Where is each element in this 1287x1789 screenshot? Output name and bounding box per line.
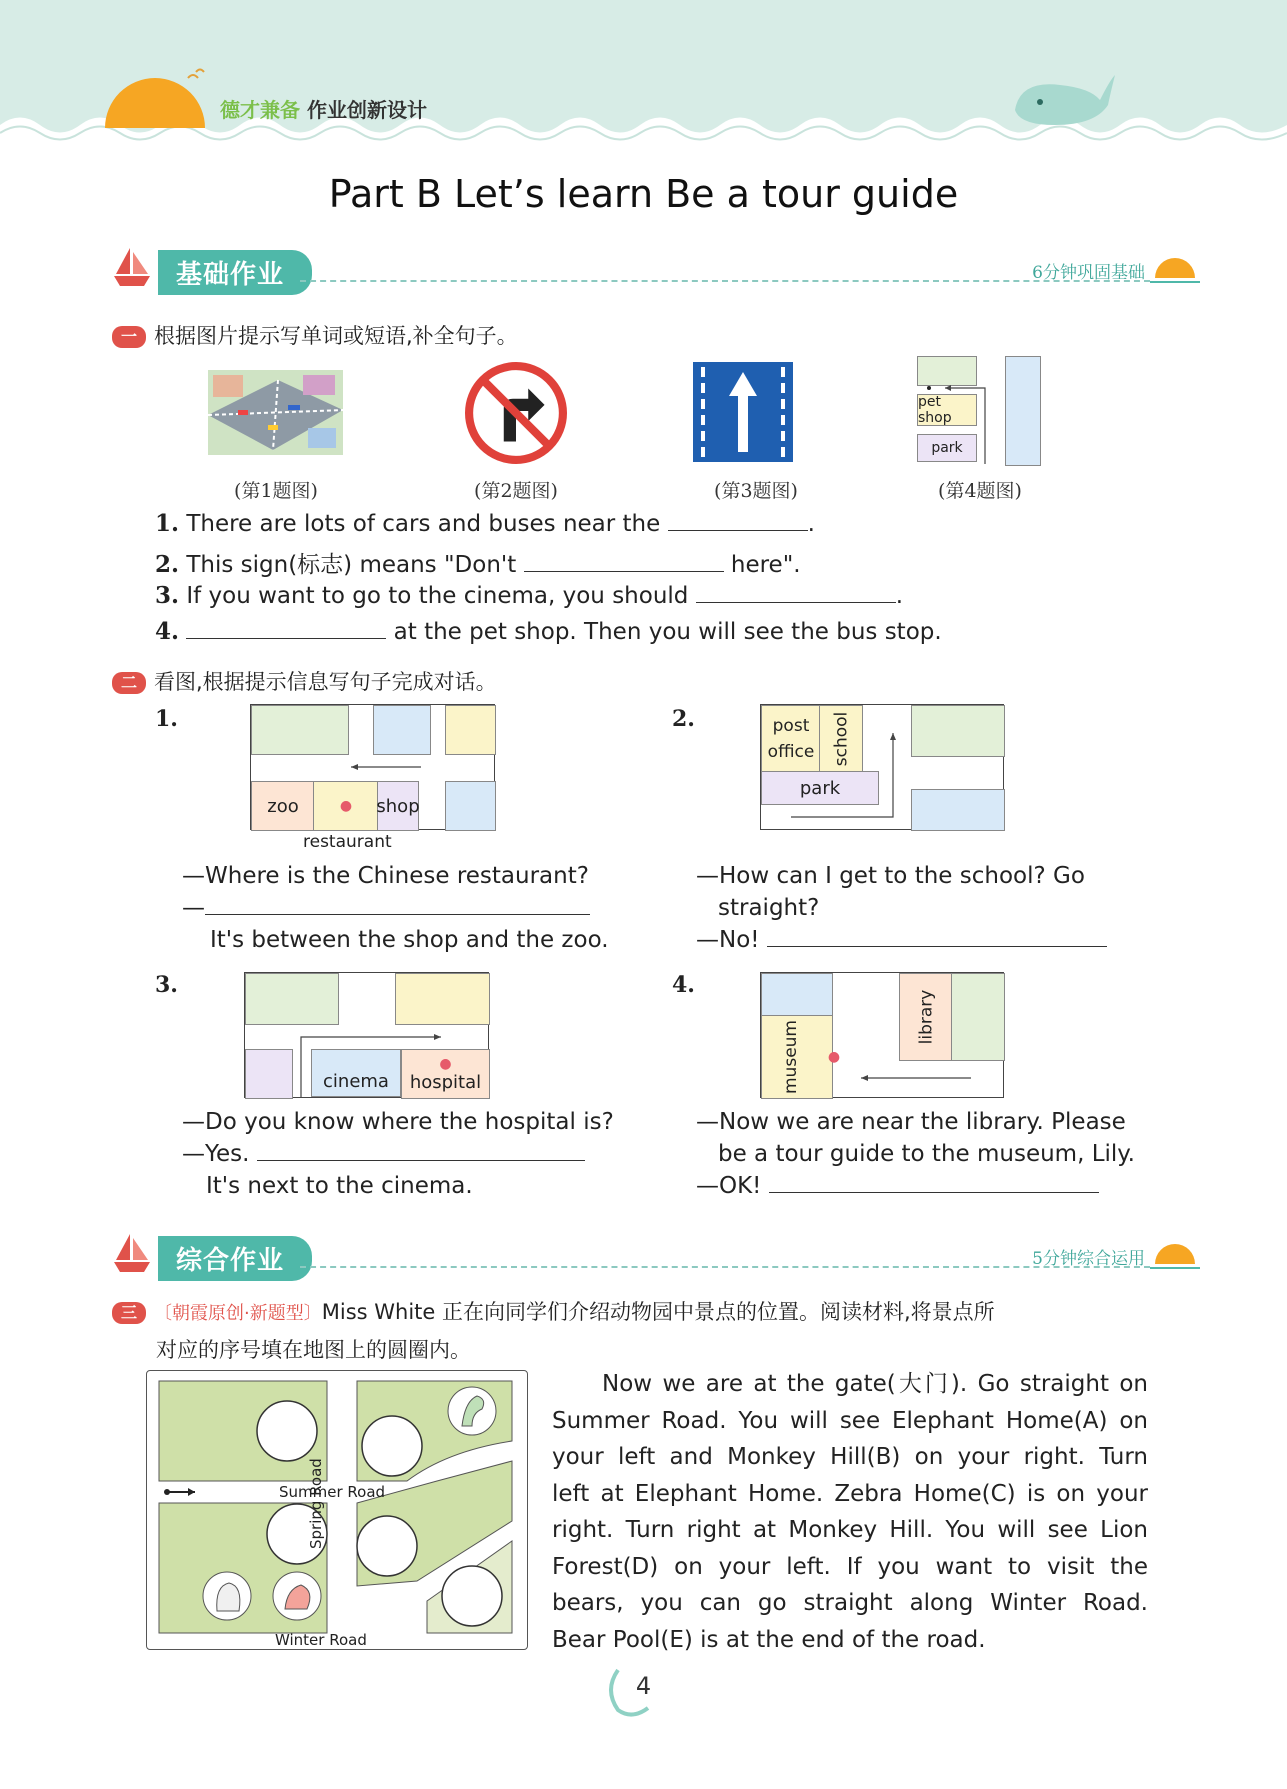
answer-blank[interactable] <box>696 582 896 603</box>
item-text: There are lots of cars and buses near the <box>186 511 668 537</box>
map-label-shop: shop <box>377 781 419 831</box>
map-label-cinema: cinema <box>311 1049 401 1097</box>
q1-instruction: 根据图片提示写单词或短语,补全句子。 <box>154 324 518 348</box>
item-text: at the pet shop. Then you will see the bus stop. <box>386 619 942 645</box>
map-label-post: post <box>772 716 810 736</box>
q3-badge: 三 <box>112 1302 146 1324</box>
item-number: 2. <box>155 551 180 578</box>
dialog-line: —Where is the Chinese restaurant? <box>182 863 589 889</box>
section-basic-bar <box>110 250 1210 290</box>
answer-blank[interactable] <box>524 551 724 572</box>
item-text: . <box>807 511 815 537</box>
passage-line: Forest(D) on your left. If you want to visit the <box>552 1553 1148 1580</box>
dialog-line: —Now we are near the library. Please <box>696 1109 1126 1135</box>
map-label-summer-road: Summer Road <box>279 1483 386 1501</box>
section-divider <box>300 280 1150 282</box>
map-label-zoo: zoo <box>251 781 315 831</box>
answer-blank[interactable] <box>767 926 1107 947</box>
dialog-line: —Do you know where the hospital is? <box>182 1109 614 1135</box>
map-label-museum: museum <box>780 1020 801 1094</box>
dialog-line: It's between the shop and the zoo. <box>210 927 609 953</box>
passage-line: right. Turn right at Monkey Hill. You will see Lion <box>552 1517 1148 1543</box>
item-text: If you want to go to the cinema, you should <box>186 583 696 609</box>
section-comprehensive-time: 5分钟综合运用 <box>1032 1249 1145 1269</box>
dialog-answer-line <box>182 892 609 924</box>
q2-dialog-3 <box>182 1106 614 1202</box>
go-straight-sign-icon <box>692 362 794 462</box>
q3-instruction-1: Miss White 正在向同学们介绍动物园中景点的位置。阅读材料,将景点所 <box>321 1300 995 1324</box>
item-text: This sign(标志) means "Don't <box>186 552 524 578</box>
q3-instruction-2: 对应的序号填在地图上的圆圈内。 <box>156 1338 471 1362</box>
caption-2: (第2题图) <box>474 480 558 502</box>
map-label-winter-road: Winter Road <box>275 1631 367 1649</box>
passage-line: your left and Monkey Hill(B) on your right. Turn <box>552 1444 1148 1470</box>
dialog-line: It's next to the cinema. <box>206 1173 473 1199</box>
location-pin-icon: ● <box>439 1055 452 1072</box>
dialog-line: —OK! <box>696 1173 762 1199</box>
q2-instruction: 看图,根据提示信息写句子完成对话。 <box>154 670 497 694</box>
whale-icon <box>1010 70 1120 130</box>
q1-item-1 <box>155 510 815 537</box>
dialog-line: —How can I get to the school? Go <box>696 863 1085 889</box>
q2-item-4-number: 4. <box>672 972 695 998</box>
map-label-spring-road: Spring Road <box>307 1458 325 1549</box>
map-label-school: school <box>831 711 852 767</box>
q3-tag: 〔朝霞原创·新题型〕 <box>154 1303 322 1324</box>
q2-dialog-4 <box>696 1106 1135 1202</box>
map-label-petshop: pet shop <box>917 394 977 426</box>
item-text: . <box>895 583 904 609</box>
item-number: 3. <box>155 582 180 609</box>
q2-item-1-number: 1. <box>155 706 178 732</box>
dialog-line: —Yes. <box>182 1141 250 1167</box>
section-basic-time: 6分钟巩固基础 <box>1032 263 1145 283</box>
dialog-answer-line <box>696 924 1107 956</box>
sailboat-icon <box>110 1232 154 1276</box>
q2-item-3-number: 3. <box>155 972 178 998</box>
sunset-icon <box>1150 252 1200 288</box>
map-label-restaurant: restaurant <box>303 832 392 852</box>
map-label-library: library <box>916 989 937 1045</box>
q2-dialog-1 <box>182 860 609 956</box>
answer-blank[interactable] <box>257 1140 585 1161</box>
q1-item-2 <box>155 546 801 579</box>
q1-item-4 <box>155 618 942 645</box>
answer-blank[interactable] <box>186 618 386 639</box>
section-divider <box>300 1266 1150 1268</box>
q2-dialog-2 <box>696 860 1107 956</box>
item-number: 4. <box>155 618 180 645</box>
item-number: 1. <box>155 510 180 537</box>
passage-line: left at Elephant Home. Zebra Home(C) is on your <box>552 1480 1148 1507</box>
caption-1: (第1题图) <box>234 480 318 502</box>
brand-title <box>220 94 427 123</box>
q2-map-2 <box>760 704 1004 830</box>
q3-passage <box>552 1366 1148 1658</box>
sailboat-icon <box>110 246 154 290</box>
q1-heading <box>112 320 518 350</box>
sunset-icon <box>1150 1238 1200 1274</box>
passage-line: Now we are at the gate(大门). Go straight on <box>602 1371 1148 1397</box>
q1-item-3 <box>155 582 903 609</box>
location-pin-icon: ● <box>339 798 353 814</box>
answer-blank[interactable] <box>769 1172 1099 1193</box>
q2-badge: 二 <box>112 672 146 694</box>
dialog-answer-line <box>696 1170 1135 1202</box>
dialog-answer-line <box>182 1138 614 1170</box>
location-pin-icon: ● <box>827 1049 841 1065</box>
section-basic-label: 基础作业 <box>158 250 312 295</box>
dialog-line: straight? <box>718 895 820 921</box>
q2-map-4 <box>760 972 1004 1098</box>
q2-map-3 <box>244 972 489 1098</box>
brand-black-text: 作业创新设计 <box>306 98 427 122</box>
passage-line: Bear Pool(E) is at the end of the road. <box>552 1626 986 1653</box>
caption-4: (第4题图) <box>938 480 1022 502</box>
crossroads-picture <box>208 370 343 455</box>
pet-shop-map <box>915 356 1045 468</box>
sun-icon <box>100 58 210 128</box>
map-label-park: park <box>761 771 879 805</box>
answer-blank[interactable] <box>668 510 808 531</box>
item-text: here". <box>723 552 801 578</box>
section-comprehensive-bar <box>110 1236 1210 1276</box>
passage-line: Summer Road. You will see Elephant Home(A) on <box>552 1407 1148 1434</box>
zoo-map <box>146 1370 528 1650</box>
q3-heading <box>112 1294 1162 1368</box>
map-label-office: office <box>767 742 815 762</box>
page-title: Part B Let’s learn Be a tour guide <box>328 172 959 216</box>
dialog-line: be a tour guide to the museum, Lily. <box>718 1141 1135 1167</box>
no-right-turn-sign-icon <box>465 362 567 464</box>
page-number: 4 <box>635 1672 652 1700</box>
q2-heading <box>112 666 497 696</box>
caption-3: (第3题图) <box>714 480 798 502</box>
passage-line: bears, you can go straight along Winter Road. <box>552 1590 1148 1616</box>
q2-map-1 <box>250 704 495 830</box>
section-comprehensive-label: 综合作业 <box>158 1236 312 1281</box>
map-label-hospital: hospital <box>409 1071 482 1093</box>
dialog-line: —No! <box>696 927 760 953</box>
dash: — <box>182 895 205 921</box>
q2-item-2-number: 2. <box>672 706 695 732</box>
q1-badge: 一 <box>112 326 146 348</box>
answer-blank[interactable] <box>205 894 590 915</box>
brand-green-text: 德才兼备 <box>220 98 300 122</box>
map-label-park: park <box>917 434 977 462</box>
